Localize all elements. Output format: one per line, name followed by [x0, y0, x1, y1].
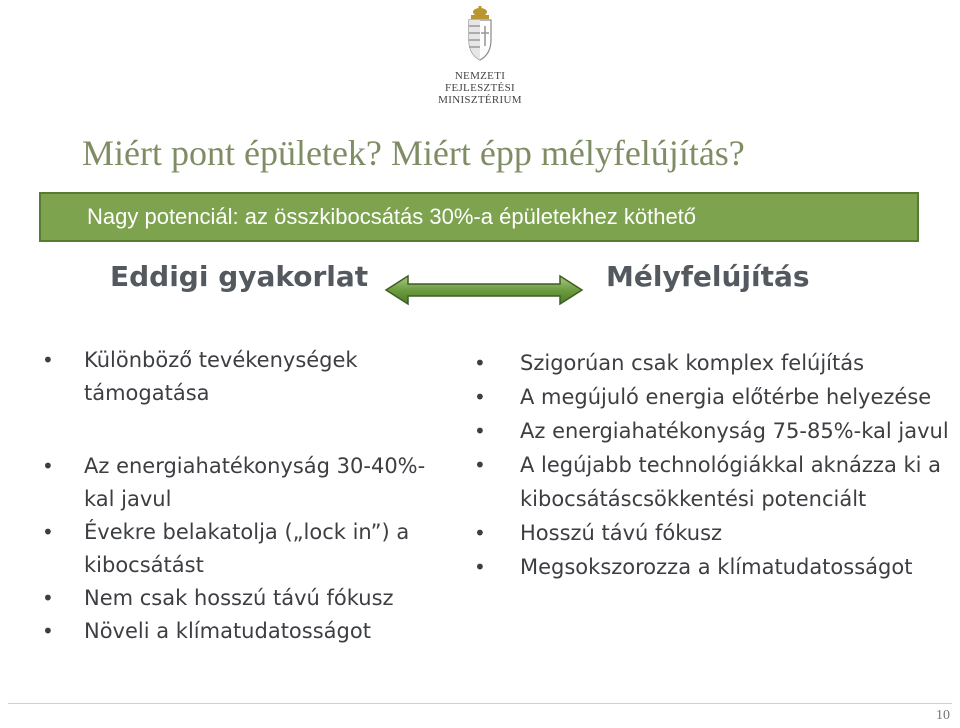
left-bullet-list — [40, 344, 450, 648]
ministry-logo — [420, 6, 540, 106]
slide-title: Miért pont épületek? Miért épp mélyfelújítás? — [82, 133, 745, 173]
ministry-name-line1: NEMZETI FEJLESZTÉSI — [445, 70, 515, 94]
footer-divider — [8, 703, 952, 704]
list-item: • Évekre belakatolja („lock in”) a kibocsátást — [40, 516, 450, 582]
list-item: • Az energiahatékonyság 75-85%-kal javul — [472, 414, 958, 448]
double-arrow-icon — [384, 274, 584, 306]
ministry-name-line2: MINISZTÉRIUM — [438, 94, 522, 106]
left-column-heading: Eddigi gyakorlat — [110, 260, 369, 293]
list-item: • Hosszú távú fókusz — [472, 516, 958, 550]
right-bullet-list — [472, 346, 958, 584]
list-item: • A megújuló energia előtérbe helyezése — [472, 380, 958, 414]
list-item: • Megsokszorozza a klímatudatosságot — [472, 550, 958, 584]
list-item: • A legújabb technológiákkal aknázza ki a kibocsátáscsökkentési potenciált — [472, 448, 958, 516]
list-item: • Nem csak hosszú távú fókusz — [40, 582, 450, 615]
list-item: • Szigorúan csak komplex felújítás — [472, 346, 958, 380]
page-number: 10 — [936, 708, 950, 723]
coat-of-arms-icon — [462, 6, 498, 64]
list-item: • Az energiahatékonyság 30-40%-kal javul — [40, 450, 450, 516]
list-item: • Különböző tevékenységek támogatása — [40, 344, 450, 410]
list-item: • Növeli a klímatudatosságot — [40, 615, 450, 648]
highlight-banner: Nagy potenciál: az összkibocsátás 30%-a épületekhez köthető — [39, 192, 919, 242]
right-column-heading: Mélyfelújítás — [606, 260, 810, 293]
